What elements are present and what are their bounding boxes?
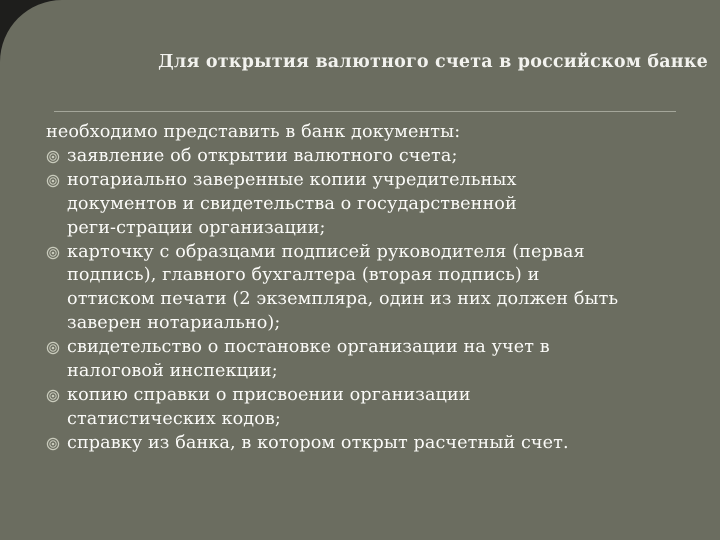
- list-item-line: статистических кодов;: [67, 408, 281, 429]
- slide-title: [60, 52, 708, 72]
- list-item-line: нотариально заверенные копии учредительных: [67, 169, 517, 190]
- list-item: [46, 145, 718, 169]
- list-item-line: копию справки о присвоении организации: [67, 384, 471, 405]
- title-bold: в российском банке: [499, 52, 708, 72]
- list-item-line: документов и свидетельства о государственной: [67, 193, 517, 214]
- list-item-line: карточку с образцами подписей руководителя (первая: [67, 241, 585, 262]
- circled-bullet-icon: [46, 145, 60, 169]
- documents-list: [46, 145, 718, 456]
- list-item-line: подпись), главного бухгалтера (вторая подпись) и: [67, 265, 540, 286]
- slide-body: [46, 121, 718, 456]
- circled-bullet-icon: [46, 241, 60, 265]
- list-item-line: налоговой инспекции;: [67, 361, 278, 382]
- list-item-line: оттиском печати (2 экземпляра, один из них должен быть: [67, 289, 619, 310]
- circled-bullet-icon: [46, 432, 60, 456]
- list-item-line: свидетельство о постановке организации на учет в: [67, 337, 550, 358]
- list-item: [46, 169, 718, 241]
- list-item: [46, 241, 718, 337]
- list-item: [46, 432, 718, 456]
- circled-bullet-icon: [46, 169, 60, 193]
- circled-bullet-icon: [46, 336, 60, 360]
- intro-text: необходимо представить в банк документы:: [46, 122, 461, 142]
- list-item: [46, 384, 718, 432]
- list-item-line: заявление об открытии валютного счета;: [67, 145, 458, 166]
- circled-bullet-icon: [46, 384, 60, 408]
- list-item-line: реги-страции организации;: [67, 217, 326, 238]
- title-divider: [54, 111, 676, 112]
- title-regular: Для открытия валютного счета: [158, 52, 500, 72]
- list-item-line: справку из банка, в котором открыт расчетный счет.: [67, 432, 569, 453]
- list-item: [46, 336, 718, 384]
- list-item-line: заверен нотариально);: [67, 313, 281, 334]
